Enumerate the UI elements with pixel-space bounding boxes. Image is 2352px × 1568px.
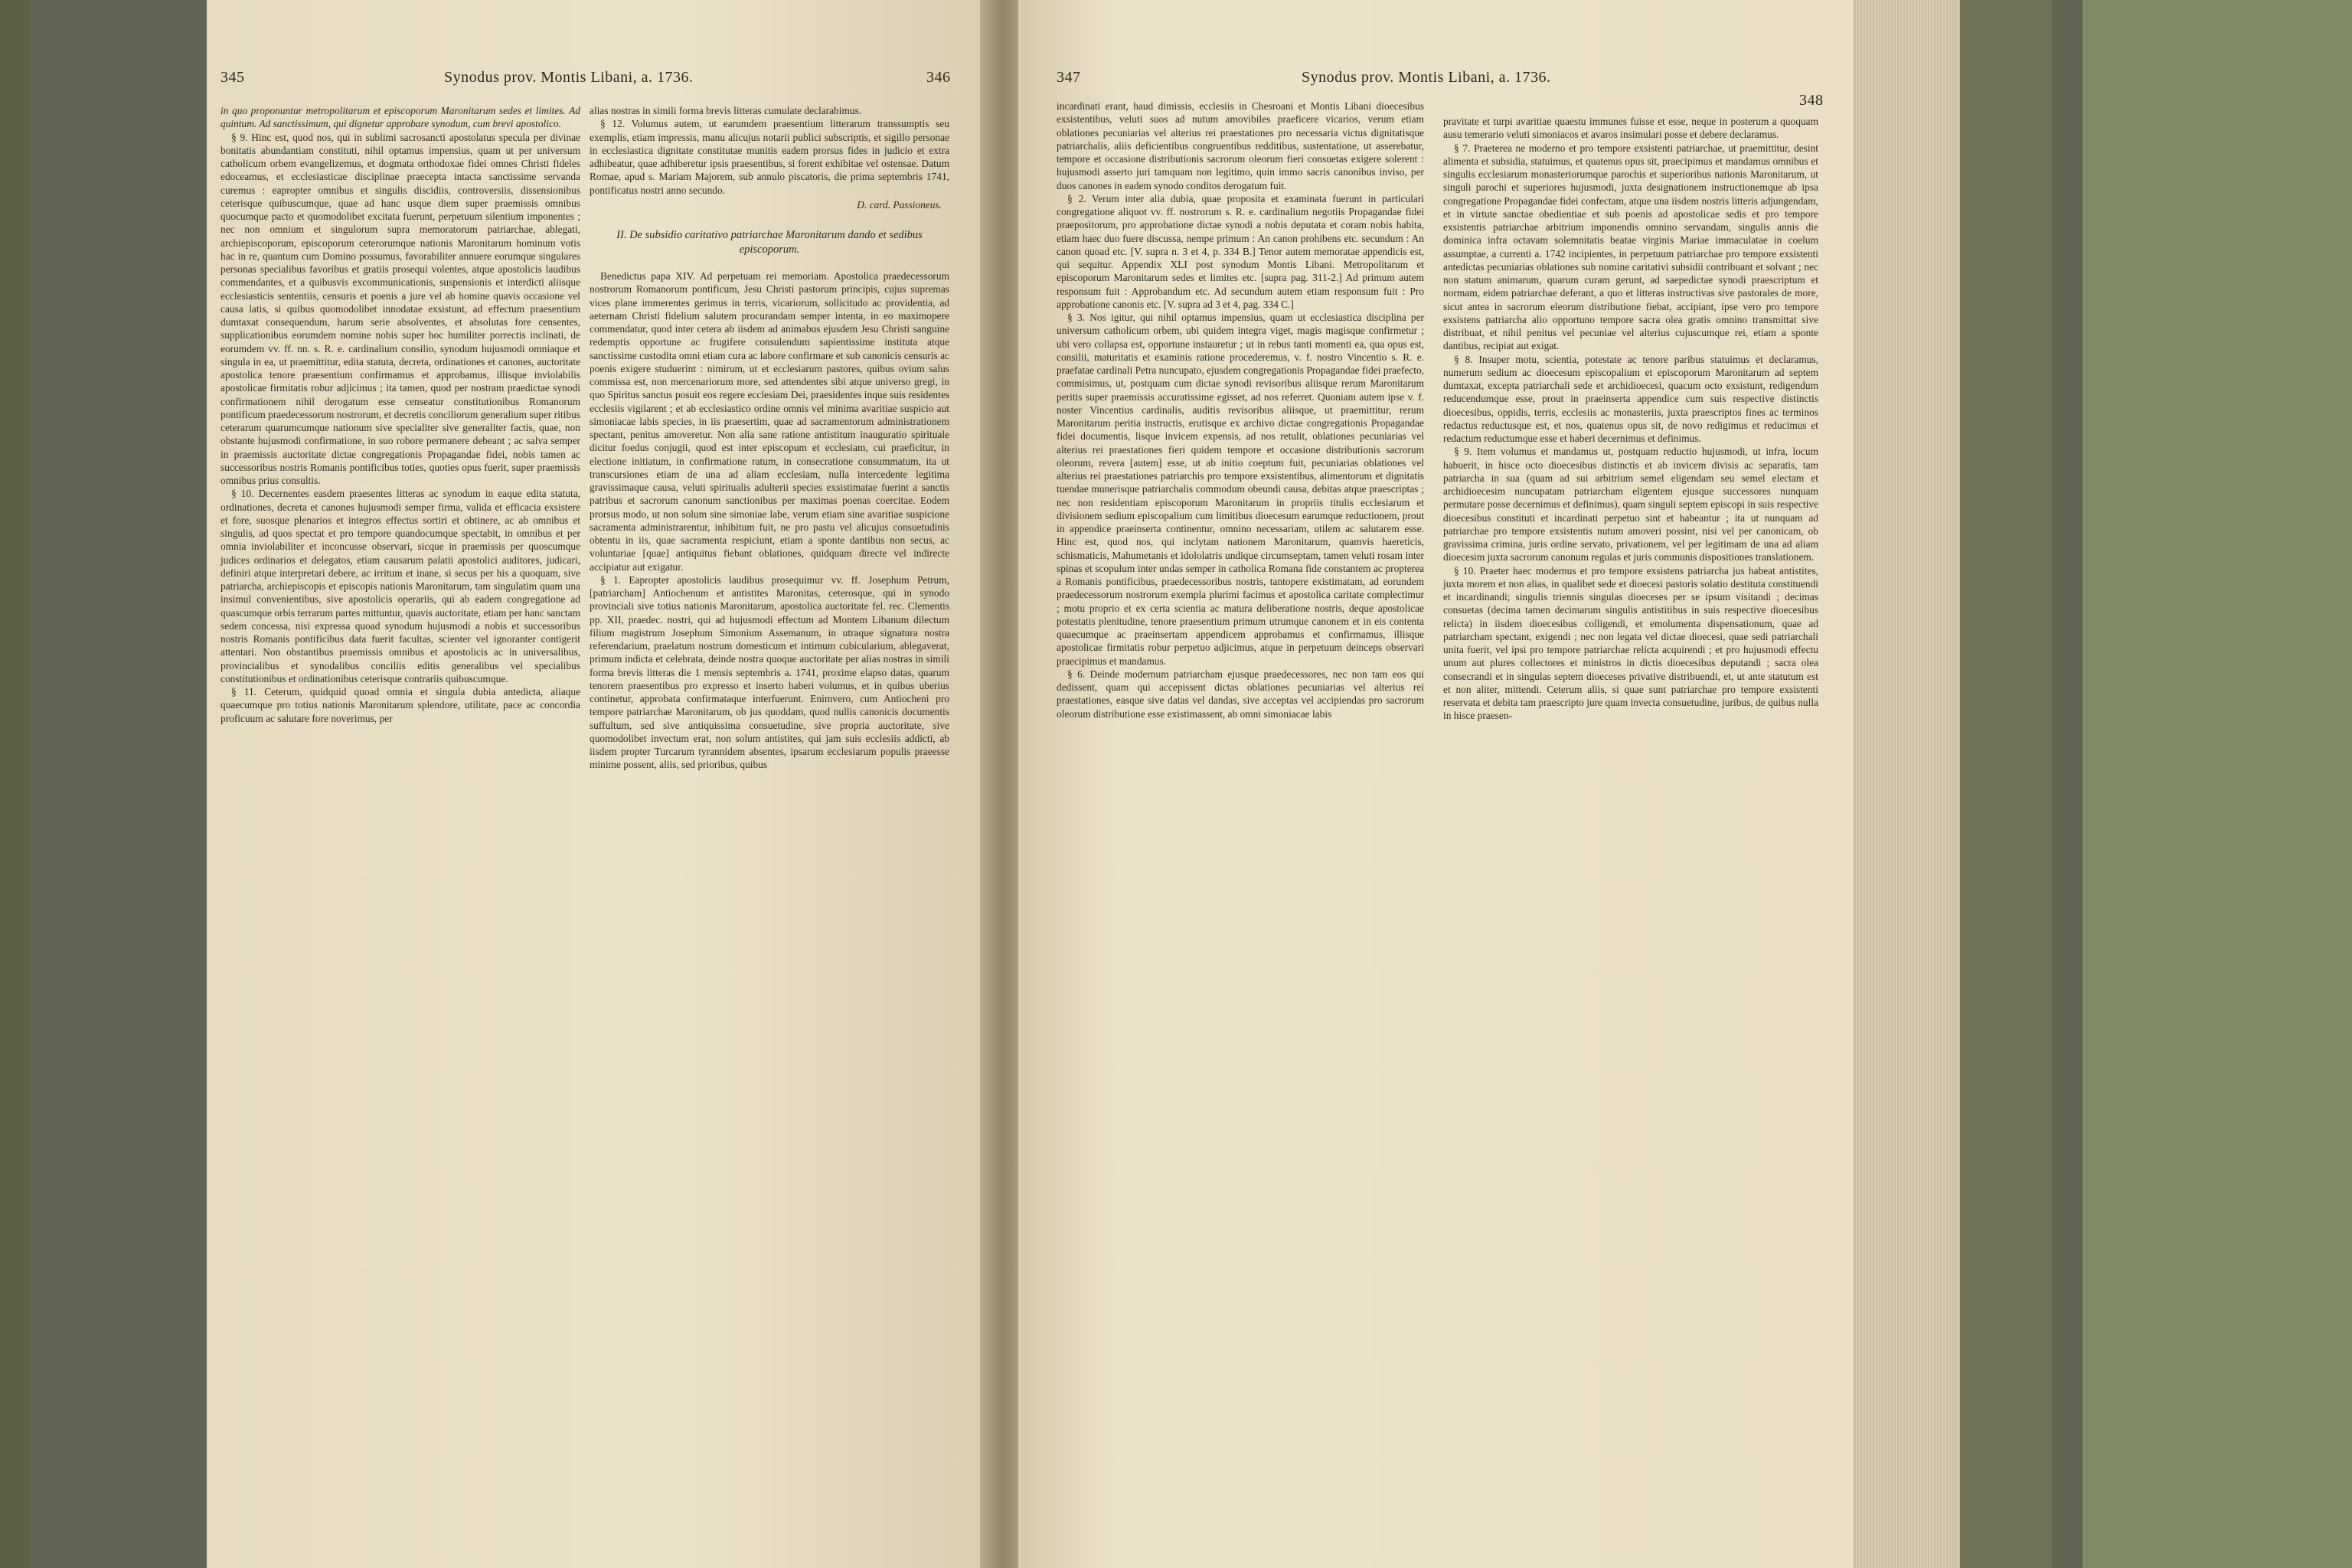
page-number-345: 345: [220, 69, 245, 86]
left-page: [207, 0, 988, 1568]
paragraph-12: § 12. Volumus autem, ut earumdem praesentium litterarum transsumptis seu exemplis, etiam impressis, manu alicujus notarii publici subscriptis, et sigillo personae in ecclesiastica dignitate constitutae munitis eadem prorsus fides in judicio et extra adhibeatur, quae adhiberetur ipsis praesentibus, si forent exhibitae vel ostensae. Datum Romae, apud s. Mariam Majorem, sub annulo piscatoris, die prima septembris 1741, pontificatus nostri anno secundo.: [590, 118, 949, 196]
paragraph-11: § 11. Ceterum, quidquid quoad omnia et singula dubia antedicta, aliaque quaecumque pro totius nationis Maronitarum splendore, utilitate, pace ac concordia proficuum ac salutare fore noverimus, per: [220, 686, 580, 724]
left-page-column-2: [590, 104, 949, 772]
page-number-348: 348: [1799, 92, 1824, 109]
paragraph-10: § 10. Praeter haec modernus et pro tempore exsistens patriarcha jus habeat antistites, juxta morem et non alias, in qualibet sede et dioecesi pastoris solatio destituta constituendi et incardinandi; singulis triennis singulas dioeceses per se ipsum visitandi ; decimas consuetas (decima tamen decimarum singulis antistitibus in suis respective dioecesibus relicta) in iisdem dioecesibus colligendi, et emolumenta dispensationum, quae ad patriarcham spectant, exigendi ; nec non legata vel dictae dioecesi, quae sedi patriarchali unita fuerit, vel ipsi pro tempore patriarchae relicta acquirendi ; et pro hujusmodi effectu unum aut plures collectores et ministros in dictis dioecesibus deputandi ; sacra olea consecrandi et in singulas septem dioeceses privative distribuendi, et, ut ante statutum est et non aliter, mittendi. Ceterum aliis, si quae sunt patriarchae pro tempore exsistenti reservata et debita tam praescripto jure quam invecta consuetudine, juribus, de quibus nulla in hisce praesen-: [1443, 564, 1818, 722]
left-page-column-1: [220, 104, 580, 725]
paragraph-9: § 9. Item volumus et mandamus ut, postquam reductio hujusmodi, ut infra, locum habuerit, in hisce octo dioecesibus distinctis et ab invicem divisis ac separatis, tam patriarcha in sua (quam ad sui arbitrium semel eligendam seu semel electam et archidioecesim nuncupatam patriarcham eligentem ejusque successores nunquam permutare posse decernimus et definimus), quam singuli septem episcopi in suis respective dioecesibus constituti et incardinati perpetuo sint et habeantur ; ita ut nunquam ad patriarchae pro tempore exsistentis nutum amoveri possint, nisi vel per canonicam, ob gravissima crimina, juris ordine servato, privationem, vel per legitimam de una ad aliam dioecesim juxta sacrorum canonum regulas et juris communis dispositiones translationem.: [1443, 446, 1818, 564]
background-right: [1960, 0, 2052, 1568]
right-page-column-2: [1443, 115, 1818, 723]
page-number-346: 346: [926, 69, 951, 86]
paragraph: in quo proponuntur metropolitarum et episcoporum Maronitarum sedes et limites. Ad quintum. Ad sanctissimum, qui dignetur approbare synodum, cum brevi apostolico.: [220, 105, 580, 130]
paragraph-8: § 8. Insuper motu, scientia, potestate ac tenore paribus statuimus et declaramus, numerum sedium ac dioecesum episcopalium et episcoporum Maronitarum ad septem dumtaxat, excepta patriarchali sede et archidioecesi, quacum octo exsistunt, redigendum reducendumque esse, prout in praeinserta appendice cum suis respective distinctis dioecesibus, oppidis, terris, ecclesiis ac monasteriis, juxta praescriptos fines ac terminos redactus reductusque est, et nos, quatenus opus sit, de novo redigimus et reducimus et redactum reductumque esse et haberi decernimus et definimus.: [1443, 353, 1818, 444]
paragraph-10: § 10. Decernentes easdem praesentes litteras ac synodum in eaque edita statuta, ordinationes, decreta et canones hujusmodi semper firma, valida et efficacia exsistere et fore, suosque plenarios et integros effectus sortiri et obtinere, ac ab omnibus et singulis, ad quos spectat et pro tempore quandocumque spectabit, in omnibus et per omnia inviolabiliter et inconcusse observari, sicque in praemissis per quoscumque judices ordinarios et delegatos, etiam causarum palatii apostolici auditores, judicari, definiri atque interpretari debere, ac irritum et inane, si secus per his a quoquam, sive patriarcha, archiepiscopis et episcopis nationis Maronitarum, tam singulatim quam una insimul convenientibus, sive apostolicis operariis, qui ab eadem congregatione ad quascumque orbis terrarum partes mittuntur, quavis auctoritate, etiam per hanc sanctam sedem concessa, nisi expressa quoad synodum hujusmodi a nobis et successoribus nostris Romanis pontificibus data fuerit facultas, scienter vel ignoranter contigerit attentari. Non obstantibus praemissis omnibus et apostolicis ac in universalibus, provincialibus et synodalibus conciliis editis generalibus vel specialibus constitutionibus et ordinationibus ceterisque contrariis quibuscumque.: [220, 488, 580, 684]
running-head-right: Synodus prov. Montis Libani, a. 1736.: [1302, 69, 1551, 86]
signature: D. card. Passioneus.: [857, 198, 942, 211]
paragraph-7: § 7. Praeterea ne moderno et pro tempore exsistenti patriarchae, ut praemittitur, desint alimenta et subsidia, statuimus, et quatenus opus sit, praecipimus et mandamus omnibus et singulis ecclesiarum monasteriorumque parochis et superioribus nationis Maronitarum, ut singuli parochi et superiores hujusmodi, juxta designationem instructionemque ab ipsa congregatione Propagandae fidei confectam, atque una iisdem nostris litteris adjungendam, et in virtute sanctae obedientiae et sub poenis ad apostolicae sedis et pro tempore exsistentis patriarchae arbitrium imponendis omnino servandam, singulis annis die dominica infra octavam solemnitatis beatae virginis Mariae immaculatae in coelum assumptae, a currenti a. 1742 incipientes, in perpetuum patriarchae pro tempore exsistenti antedictas pecuniarias oblationes sub nomine caritativi subsidii contribuant et solvant ; nec non statum animarum, quarum curam gerunt, ad saepedictae synodi praescriptum et normam, eidem patriarchae deferant, a quo et litteras instructivas sive pastorales de more, sicut antea in sacrorum eleorum distributione fiebat, accipiant, ipse vero pro tempore exsistens patriarcha alio opportuno tempore sacra olea gratis omnino transmittat sive distribuat, et nihil penitus vel pecuniae vel alterius cujuscumque rei, etiam a sponte dantibus, recipiat aut exigat.: [1443, 142, 1818, 352]
right-page: [1018, 0, 1853, 1568]
paragraph: incardinati erant, haud dimissis, ecclesiis in Chesroani et Montis Libani dioecesibus exsistentibus, veluti suos ad nutum amovibiles praeficere vicarios, verum etiam oblationes pecuniarias vel alterius rei praestationes pro necessaria victus dignitatisque patriarchalis, aliis deficientibus congruentibus redditibus, sustentatione, ut asserebatur, tempore et occasione distributionis sacrorum oleorum fieri consuetas exigere solerent : hujusmodi asserto juri tamquam non legitimo, quin immo sacris canonibus inviso, per duos canones in eadem synodo conditos derogatum fuit.: [1057, 100, 1424, 191]
paragraph-6: § 6. Deinde modernum patriarcham ejusque praedecessores, nec non tam eos qui dedissent, quam qui accepissent dictas oblationes pecuniarias vel alterius rei praestationes, easque sive datas vel dandas, sive acceptas vel accipiendas pro sacrorum oleorum distributione esse existimassent, ab omni simoniacae labis: [1057, 668, 1424, 720]
paragraph: pravitate et turpi avaritiae quaestu immunes fuisse et esse, neque in posterum a quoquam ausu temerario veluti simoniacos et avaros insimulari posse et debere declaramus.: [1443, 116, 1818, 141]
section-heading: II. De subsidio caritativo patriarchae Maronitarum dando et sedibus episcoporum.: [616, 229, 923, 256]
paragraph-9: § 9. Hinc est, quod nos, qui in sublimi sacrosancti apostolatus specula per divinae bonitatis abundantiam constituti, nihil optamus impensius, quam ut per universum catholicum orbem evangelizemus, et dogmata orthodoxae fidei omnes Christi fideles edoceamus, et ecclesiasticae disciplinae praecepta intacta sanctissime servanda curemus : eapropter omnibus et singulis discidiis, controversiis, dissensionibus ceterisque quibuscumque, quae ad hanc usque diem super praemissis omnibus quocumque pacto et quomodolibet excitata fuerunt, perpetuum silentium imponentes ; nec non omnium et singulorum supra memoratorum patriarchae, ablegati, archiepiscoporum, episcoporum ceterorumque nationis Maronitarum hominum votis hac in re, quantum cum Domino possumus, favorabiliter annuere eorumque singulares personas specialibus favoribus et gratiis prosequi volentes, atque apostolicis laudibus commendantes, et a quibusvis excommunicationis, suspensionis et interdicti aliisque ecclesiasticis sententiis, censuris et poenis a jure vel ab homine quavis occasione vel causa latis, si quibus quomodolibet innodatae exsistunt, ad effectum praesentium dumtaxat consequendum, harum serie absolventes, et absolutas fore censentes, supplicationibus eorumdem nomine nobis super hoc humiliter porrectis inclinati, de eorumdem vv. ff. nn. s. R. e. cardinalium consilio, synodum hujusmodi omniaque et singula in ea, ut praemittitur, edita statuta, decreta, ordinationes et canones, auctoritate apostolica tenore praesentium confirmamus et approbamus, illisque inviolabilis apostolicae firmitatis robur adjicimus ; ita tamen, quod per nostram praedictae synodi confirmationem nihil derogatum esse censeatur constitutionibus Romanorum pontificum praedecessorum nostrorum, et decretis conciliorum generalium super ritibus ceterarum quarumcumque nationum sive specialiter sive generaliter factis, quae, non obstante hujusmodi confirmatione, in suo robore permanere debeant ; ac salva semper in praemissis auctoritate dictae congregationis Propagandae fidei, nobis tamen ac successoribus nostris Romanis pontificibus toties, quoties opus fuerit, super praemissis omnibus prius consultis.: [220, 131, 580, 486]
running-head-left: Synodus prov. Montis Libani, a. 1736.: [444, 69, 694, 86]
right-page-column-1: [1057, 100, 1424, 720]
paragraph: alias nostras in simili forma brevis litteras cumulate declarabimus.: [590, 105, 862, 116]
paragraph-preamble: Benedictus papa XIV. Ad perpetuam rei memoriam. Apostolica praedecessorum nostrorum Romanorum pontificum, Jesu Christi pastorum principis, cujus supremas vices plane immerentes gerimus in terris, vicariorum, sollicitudo ac providentia, ad aeternam Christi fidelium salutem procurandam semper intenta, in eo maximopere commendatur, quod inter cetera ab iisdem ad animabus ejusdem Jesu Christi sanguine redemptis opportune ac frugifere consulendum sapientissime instituta atque sanctissime custodita omni etiam cura ac labore confirmare et sub canonicis censuris ac poenis exigere studuerint : nimirum, ut et ecclesiarum pastores, quibus ovium salus commissa est, non mercenariorum more, sed attendentes sibi atque universo gregi, in quo Spiritus sanctus posuit eos regere ecclesiam Dei, praesidentes inque suis residentes ecclesiis vigilarent ; et ab ecclesiastico ordine omnis vel minima avaritiae suspicio aut simoniacae labis species, in iis praesertim, quae ad sacramentorum administrationem spectant, penitus amoveretur. Non alia sane ratione antistitum inauguratio spirituale dicitur foedus conjugii, quod est inter episcopum et ecclesiam, cui praeficitur, in electione initiatum, in confirmatione ratum, in consecratione consummatum, ita ut transcursiones etiam de una ad aliam ecclesiam, nulla intercedente legitima gravissimaque causa, veluti spiritualis adulterii species exsistimatae fuerint a sanctis patribus et sacrorum canonum sanctionibus per maximas poenas coercitae. Eodem prorsus modo, ut non solum sine simoniae labe, verum etiam sine avaritiae suspicione sacramenta administrarentur, inhibitum fuit, ne pro pastu vel alicujus consuetudinis obtentu in iis, quae sacramenta respiciunt, etiam a sponte dantibus non secus, ac voluntariae [quae] antiquitus fiebant oblationes, quidquam directe vel indirecte accipiatur aut exigatur.: [590, 270, 949, 573]
paragraph-3: § 3. Nos igitur, qui nihil optamus impensius, quam ut ecclesiastica disciplina per universum catholicum orbem, ubi quidem integra viget, magis magisque confirmetur ; ubi vero collapsa est, opportune instauretur ; ut in rebus tanti momenti ea, qua opus est, consilii, maturitatis et examinis ratione procederemus, v. f. nostro Vincentio s. R. e. praefatae cardinali Petra nuncupato, ejusdem congregationis Propagandae fidei praefecto, commisimus, ut, postquam cum dictae synodi revisoribus aliisque rerum Maronitarum peritis super praemissis accuratissime egisset, ad nos referret. Quoniam autem ipse v. f. noster Vincentius cardinalis, auditis revisoribus aliisque, ut praemittitur, rerum Maronitarum peritia instructis, erutisque ex archivo dictae congregationis Propagandae fidei documentis, lisque invicem expensis, ad nos retulit, oblationes pecuniarias vel alterius rei praestationes fieri quidem tempore et occasione distributionis sacrorum oleorum, revera [autem] esse, ut ab initio coeptum fuit, pecuniarias oblationes vel alterius rei praestationes patriarchis pro tempore exsistentibus, alimentorum et dignitatis tuendae munerisque patriarchalis commodum obeundi causa, debitas atque praescriptas ; nec non residentiam episcoporum Maronitarum in propriis titulis ecclesiarum et divisionem sedium episcopalium cum limitibus dioecesum earumque reductionem, prout in appendice praeinserta continentur, omnino necessariam, utilem ac salutarem esse. Hinc est, quod nos, qui inclytam nationem Maronitarum, quamvis haereticis, schismaticis, Mahumetanis et idololatris undique circumseptam, tamen veluti rosam inter spinas et scopulum inter undas semper in catholica Romana fide constantem ac propterea a Romanis pontificibus, praedecessoribus nostris, tantopere existimatam, ad eorundem praedecessorum nostrorum exempla plurimi facimus et apostolica caritate complectimur ; motu proprio et ex certa scientia ac matura deliberatione nostris, deque apostolicae potestatis plenitudine, tenore praesentium primum utrumque canonem et in eis contenta quaecumque ac praeinsertam appendicem approbamus et confirmamus, illisque apostolicae firmitatis robur perpetuo adjicimus, atque in perpetuum deinceps observari praecipimus et mandamus.: [1057, 312, 1424, 667]
paragraph-2: § 2. Verum inter alia dubia, quae proposita et examinata fuerunt in particulari congregatione aliquot vv. ff. nostrorum s. R. e. cardinalium negotiis Propagandae fidei praepositorum, pro approbatione dictae synodi a nobis deputata et coram nobis habita, etiam haec duo fuere discussa, nempe primum : An canon prohibens etc. secundum : An canon quoad etc. [V. supra n. 3 et 4, p. 334 B.] Tenor autem memoratae appendicis est, qui sequitur. Appendix XLI post synodum Montis Libani. Metropolitarum et episcoporum Maronitarum sedes et limites etc. [supra pag. 311-2.] Ad primum autem responsum fuit : Approbandum etc. Ad secundum autem etiam responsum fuit : Pro approbatione canonis etc. [V. supra ad 3 et 4, pag. 334 C.]: [1057, 192, 1424, 310]
page-edges: [1853, 0, 1960, 1568]
page-number-347: 347: [1057, 69, 1081, 86]
paragraph-1: § 1. Eapropter apostolicis laudibus prosequimur vv. ff. Josephum Petrum, [patriarcham] Antiochenum et antistites Maronitas, ceterosque, qui in synodo provinciali sive totius nationis Maronitarum, apostolica auctoritate fel. rec. Clementis pp. XII, praedec. nostri, qui ad hujusmodi effectum ad Montem Libanum dilectum filium magistrum Josephum Simonium Assemanum, in utraque signatura nostra referendarium, praelatum nostrum domesticum et intimum cubicularium, ablegaverat, primum indicta et celebrata, deinde nostra quoque auctoritate per alias nostras in simili forma brevis litteras die 1 mensis septembris a. 1741, proxime elapso datas, quarum tenorem praesentibus pro expresso et inserto haberi volumus, et in quibus uberius continetur, approbata confirmataque interfuerunt. Enimvero, cum Antiocheni pro tempore patriarchae Maronitarum, ob jus quoddam, quod nullis canonicis documentis suffultum, sed sive antiquissima consuetudine, sive propria auctoritate, sive quomodolibet invectum erat, non solum antistites, qui jam suis ecclesiis addicti, ab iisdem propter Turcarum tyrannidem absentes, ipsarum ecclesiarum populis praeesse minime possent, aliis, sed prioribus, quibus: [590, 573, 949, 771]
